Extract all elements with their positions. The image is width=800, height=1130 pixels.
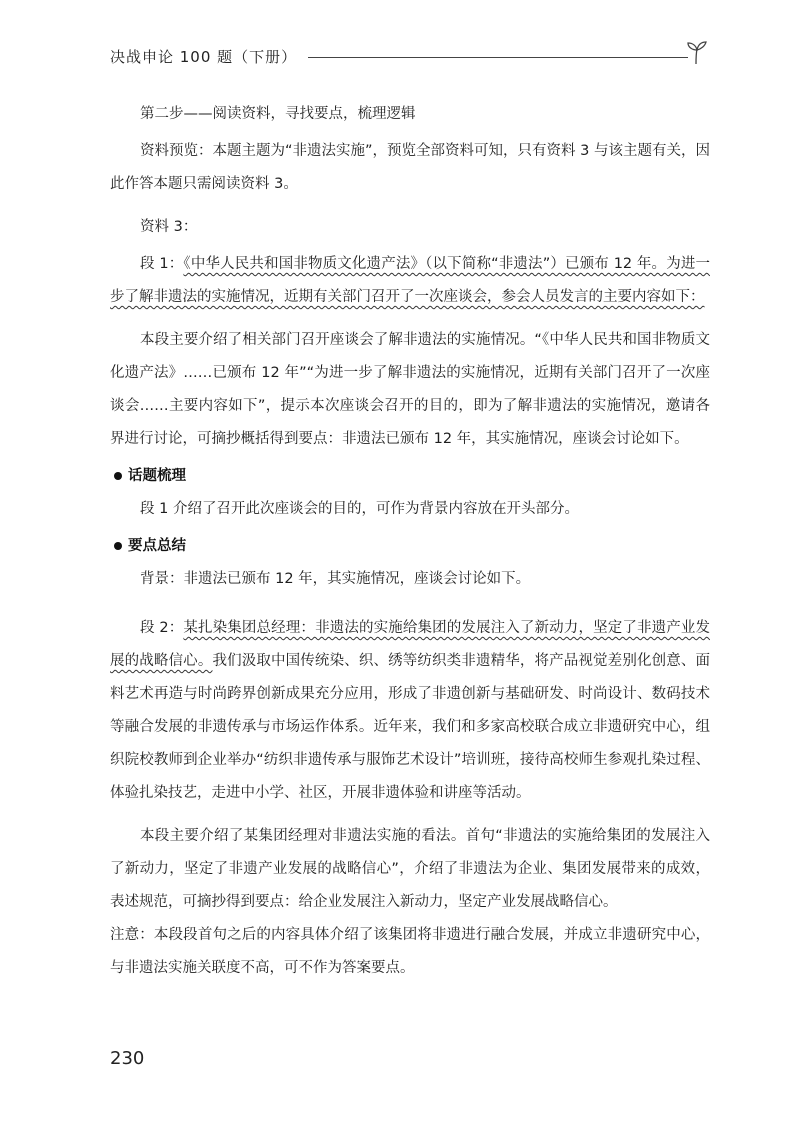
summary-heading: 要点总结 xyxy=(110,530,710,563)
bullet-icon xyxy=(114,472,122,480)
topic-heading: 话题梳理 xyxy=(110,460,710,493)
paragraph-2-note: 注意：本段段首句之后的内容具体介绍了该集团将非遗进行融合发展，并成立非遗研究中心，与非遗法实施关联度不高，可不作为答案要点。 xyxy=(110,927,710,976)
book-title: 决战申论 100 题（下册） xyxy=(110,48,298,66)
topic-text: 段 1 介绍了召开此次座谈会的目的，可作为背景内容放在开头部分。 xyxy=(140,501,579,517)
paragraph-1-analysis: 本段主要介绍了相关部门召开座谈会了解非遗法的实施情况。“《中华人民共和国非物质文化遗产法》……已颁布 12 年”“为进一步了解非遗法的实施情况，近期有关部门召开了一次座谈会……主要内容如下”，提示本次座谈会召开的目的，即为了解非遗法的实施情况，邀请各界进行讨论，可摘抄概括得到要点：非遗法已颁布 12 年，其实施情况，座谈会讨论如下。 xyxy=(110,332,710,447)
bullet-icon xyxy=(114,542,122,550)
paragraph-2-underlined-text: 某扎染集团总经理：非遗法的实施给集团的发展注入了新动力，坚定了非遗产业发展的战略信心。 xyxy=(110,620,710,669)
page-body xyxy=(110,98,710,985)
step-title: 第二步——阅读资料，寻找要点，梳理逻辑 xyxy=(140,106,416,122)
material-label: 资料 3： xyxy=(140,219,198,235)
paragraph-1-underlined-text: 《中华人民共和国非物质文化遗产法》（以下简称“非遗法”）已颁布 12 年。为进一步了解非遗法的实施情况，近期有关部门召开了一次座谈会，参会人员发言的主要内容如下： xyxy=(110,256,710,305)
paragraph-2-text: 我们汲取中国传统染、织、绣等纺织类非遗精华，将产品视觉差别化创意、面料艺术再造与时尚跨界创新成果充分应用，形成了非遗创新与基础研发、时尚设计、数码技术等融合发展的非遗传承与市场运作体系。近年来，我们和多家高校联合成立非遗研究中心，组织院校教师到企业举办“纺织非遗传承与服饰艺术设计”培训班，接待高校师生参观扎染过程、体验扎染技艺，走进中小学、社区，开展非遗体验和讲座等活动。 xyxy=(110,653,711,801)
paragraph-1-label: 段 1： xyxy=(140,256,184,272)
summary-text: 背景：非遗法已颁布 12 年，其实施情况，座谈会讨论如下。 xyxy=(140,571,531,587)
header-divider xyxy=(308,57,688,58)
sprout-icon xyxy=(684,40,710,66)
paragraph-1-source xyxy=(110,248,710,314)
material-preview: 资料预览：本题主题为“非遗法实施”，预览全部资料可知，只有资料 3 与该主题有关，因此作答本题只需阅读资料 3。 xyxy=(110,143,710,192)
paragraph-2-analysis: 本段主要介绍了某集团经理对非遗法实施的看法。首句“非遗法的实施给集团的发展注入了新动力，坚定了非遗产业发展的战略信心”，介绍了非遗法为企业、集团发展带来的成效，表述规范，可摘抄得到要点：给企业发展注入新动力，坚定产业发展战略信心。 xyxy=(110,828,710,910)
paragraph-2-source xyxy=(110,612,710,810)
page-number: 230 xyxy=(110,1048,145,1069)
running-header xyxy=(110,40,710,70)
paragraph-2-label: 段 2： xyxy=(140,620,184,636)
